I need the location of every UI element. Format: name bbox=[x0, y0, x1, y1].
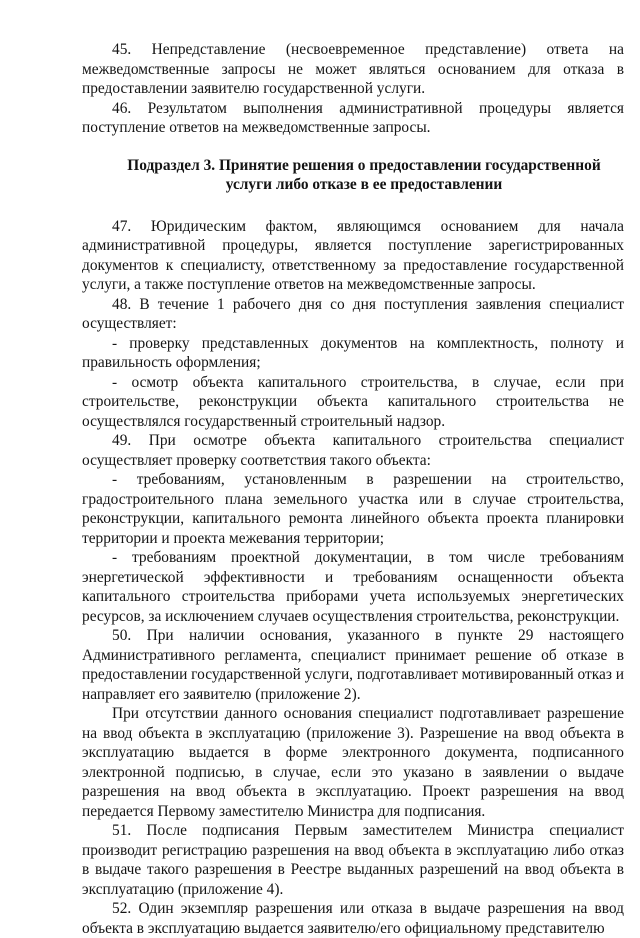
spacer bbox=[82, 195, 624, 217]
list-item-48-1: - проверку представленных документов на комплектность, полноту и правильность оформления; bbox=[82, 334, 624, 371]
list-item-49-2: - требованиям проектной документации, в том числе требованиям энергетической эффективности и требованиям оснащенности объекта капитального строительства приборами учета используемых энергетических ресурсов, за исключением случаев осуществления строительства, реконструкции. bbox=[82, 549, 624, 625]
paragraph-50: 50. При наличии основания, указанного в пункте 29 настоящего Административного регламента, специалист принимает решение об отказе в предоставлении государственной услуги, подготавливает мотивированный отказ и направляет его заявителю (приложение 2). bbox=[82, 627, 624, 703]
paragraph-45: 45. Непредставление (несвоевременное представление) ответа на межведомственные запросы не может являться основанием для отказа в предоставлении заявителю государственной услуги. bbox=[82, 41, 624, 97]
list-item-48-2: - осмотр объекта капитального строительства, в случае, если при строительстве, реконструкции объекта капитального строительства не осуществлялся государственный строительный надзор. bbox=[82, 373, 624, 430]
paragraph-48: 48. В течение 1 рабочего дня со дня поступления заявления специалист осуществляет: bbox=[82, 295, 624, 332]
spacer bbox=[82, 138, 624, 156]
list-item-49-1: - требованиям, установленным в разрешении на строительство, градостроительного плана земельного участка или в случае строительства, реконструкции, капитального ремонта линейного объекта проекта планировки территории и проекта межевания территории; bbox=[82, 471, 624, 547]
subsection-heading: Подраздел 3. Принятие решения о предоставлении государственной услуги либо отказе в ее предоставлении bbox=[127, 156, 601, 193]
paragraph-49: 49. При осмотре объекта капитального строительства специалист осуществляет проверку соответствия такого объекта: bbox=[82, 432, 624, 469]
paragraph-46: 46. Результатом выполнения административной процедуры является поступление ответов на межведомственные запросы. bbox=[82, 99, 624, 136]
paragraph-50-cont: При отсутствии данного основания специалист подготавливает разрешение на ввод объекта в эксплуатацию (приложение 3). Разрешение на ввод объекта в эксплуатацию выдается в форме электронного документа, подписанного электронной подписью, в случае, если это указано в заявлении о выдаче разрешения на ввод объекта в эксплуатацию. Проект разрешения на ввод передается Первому заместителю Министра для подписания. bbox=[82, 705, 624, 820]
paragraph-51: 51. После подписания Первым заместителем Министра специалист производит регистрацию разрешения на ввод объекта в эксплуатацию либо отказ в выдаче такого разрешения в Реестре выданных разрешений на ввод объекта в эксплуатацию (приложение 4). bbox=[82, 822, 624, 898]
paragraph-52: 52. Один экземпляр разрешения или отказа в выдаче разрешения на ввод объекта в эксплуатацию выдается заявителю/его официальному представителю bbox=[82, 900, 624, 937]
paragraph-47: 47. Юридическим фактом, являющимся основанием для начала административной процедуры, является поступление зарегистрированных документов к специалисту, ответственному за предоставление государственной услуги, а также поступление ответов на межведомственные запросы. bbox=[82, 217, 624, 293]
